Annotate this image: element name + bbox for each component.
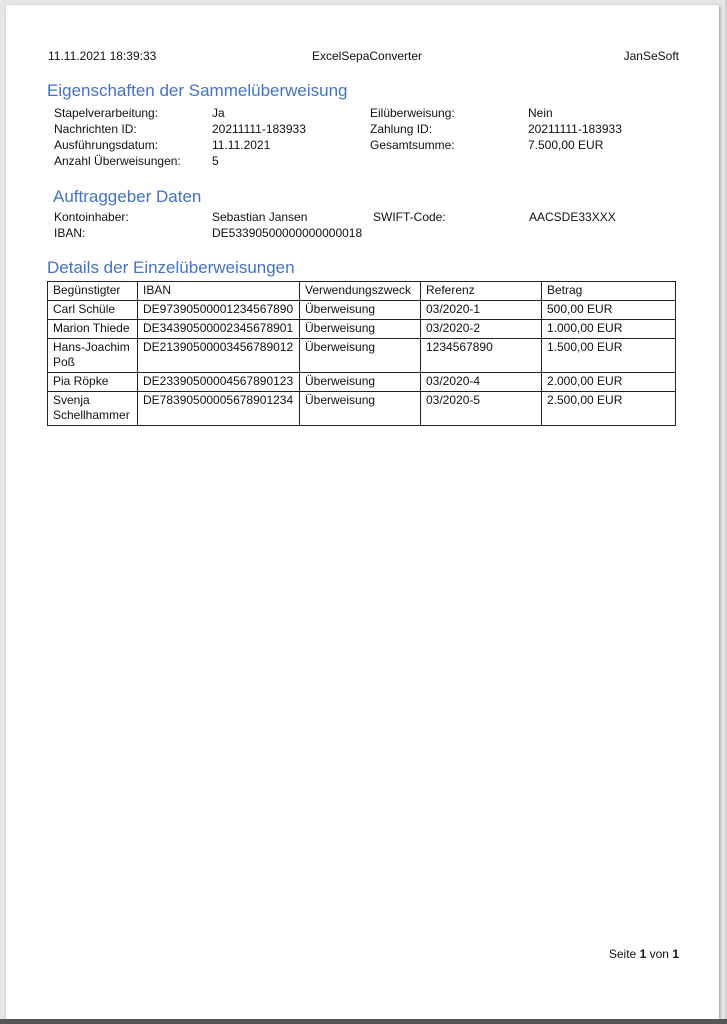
batch-value-zahlung-id: 20211111-183933 [528, 122, 622, 136]
principal-value-swift: AACSDE33XXX [529, 210, 616, 224]
cell-iban: DE34390500002345678901 [138, 320, 300, 339]
cell-beneficiary: Marion Thiede [48, 320, 138, 339]
batch-label-ausfuehrung: Ausführungsdatum: [54, 138, 159, 152]
cell-amount: 1.000,00 EUR [542, 320, 676, 339]
cell-purpose: Überweisung [300, 392, 421, 426]
batch-value-gesamtsumme: 7.500,00 EUR [528, 138, 604, 152]
page-current: 1 [639, 947, 647, 961]
principal-label-iban: IBAN: [54, 226, 86, 240]
cell-reference: 03/2020-4 [421, 373, 542, 392]
cell-beneficiary: Hans-Joachim Poß [48, 339, 138, 373]
cell-iban: DE23390500004567890123 [138, 373, 300, 392]
batch-value-ausfuehrung: 11.11.2021 [212, 138, 271, 152]
batch-label-nachrichten-id: Nachrichten ID: [54, 122, 137, 136]
table-row [48, 392, 676, 426]
cell-amount: 1.500,00 EUR [542, 339, 676, 373]
cell-amount: 2.000,00 EUR [542, 373, 676, 392]
batch-label-eil: Eilüberweisung: [370, 106, 455, 120]
col-header-amount: Betrag [542, 282, 676, 301]
viewer-bottom-bar [0, 1019, 727, 1024]
cell-purpose: Überweisung [300, 320, 421, 339]
table-row [48, 320, 676, 339]
page-label: Seite [608, 947, 637, 961]
table-header-row [48, 282, 676, 301]
cell-reference: 03/2020-5 [421, 392, 542, 426]
cell-purpose: Überweisung [300, 301, 421, 320]
cell-reference: 03/2020-2 [421, 320, 542, 339]
cell-iban: DE97390500001234567890 [138, 301, 300, 320]
batch-value-anzahl: 5 [212, 154, 219, 168]
table-row [48, 339, 676, 373]
principal-section-title: Auftraggeber Daten [53, 187, 202, 206]
principal-value-holder: Sebastian Jansen [212, 210, 308, 224]
batch-label-stapel: Stapelverarbeitung: [54, 106, 159, 120]
page-total: 1 [672, 947, 679, 961]
principal-label-swift: SWIFT-Code: [373, 210, 446, 224]
batch-value-eil: Nein [528, 106, 553, 120]
col-header-reference: Referenz [421, 282, 542, 301]
table-row [48, 301, 676, 320]
cell-amount: 2.500,00 EUR [542, 392, 676, 426]
cell-iban: DE21390500003456789012 [138, 339, 300, 373]
cell-beneficiary: Pia Röpke [48, 373, 138, 392]
cell-reference: 1234567890 [421, 339, 542, 373]
cell-iban: DE78390500005678901234 [138, 392, 300, 426]
table-row [48, 373, 676, 392]
page-number [609, 947, 679, 961]
cell-reference: 03/2020-1 [421, 301, 542, 320]
batch-value-stapel: Ja [212, 106, 225, 120]
cell-purpose: Überweisung [300, 339, 421, 373]
page-of-label: von [649, 947, 669, 961]
col-header-iban: IBAN [138, 282, 300, 301]
batch-label-anzahl: Anzahl Überweisungen: [54, 154, 181, 168]
cell-beneficiary: Carl Schüle [48, 301, 138, 320]
batch-section-title: Eigenschaften der Sammelüberweisung [47, 81, 348, 100]
principal-label-holder: Kontoinhaber: [54, 210, 129, 224]
header-app-name: ExcelSepaConverter [312, 49, 423, 63]
batch-label-zahlung-id: Zahlung ID: [370, 122, 433, 136]
col-header-purpose: Verwendungszweck [300, 282, 421, 301]
header-company: JanSeSoft [623, 49, 679, 63]
document-page [6, 5, 719, 1019]
batch-label-gesamtsumme: Gesamtsumme: [370, 138, 455, 152]
cell-beneficiary: Svenja Schellhammer [48, 392, 138, 426]
cell-amount: 500,00 EUR [542, 301, 676, 320]
details-section-title: Details der Einzelüberweisungen [47, 258, 295, 277]
cell-purpose: Überweisung [300, 373, 421, 392]
col-header-beneficiary: Begünstigter [48, 282, 138, 301]
batch-value-nachrichten-id: 20211111-183933 [212, 122, 306, 136]
header-datetime: 11.11.2021 18:39:33 [48, 49, 157, 63]
transfers-table [47, 281, 676, 426]
principal-value-iban: DE53390500000000000018 [212, 226, 363, 240]
